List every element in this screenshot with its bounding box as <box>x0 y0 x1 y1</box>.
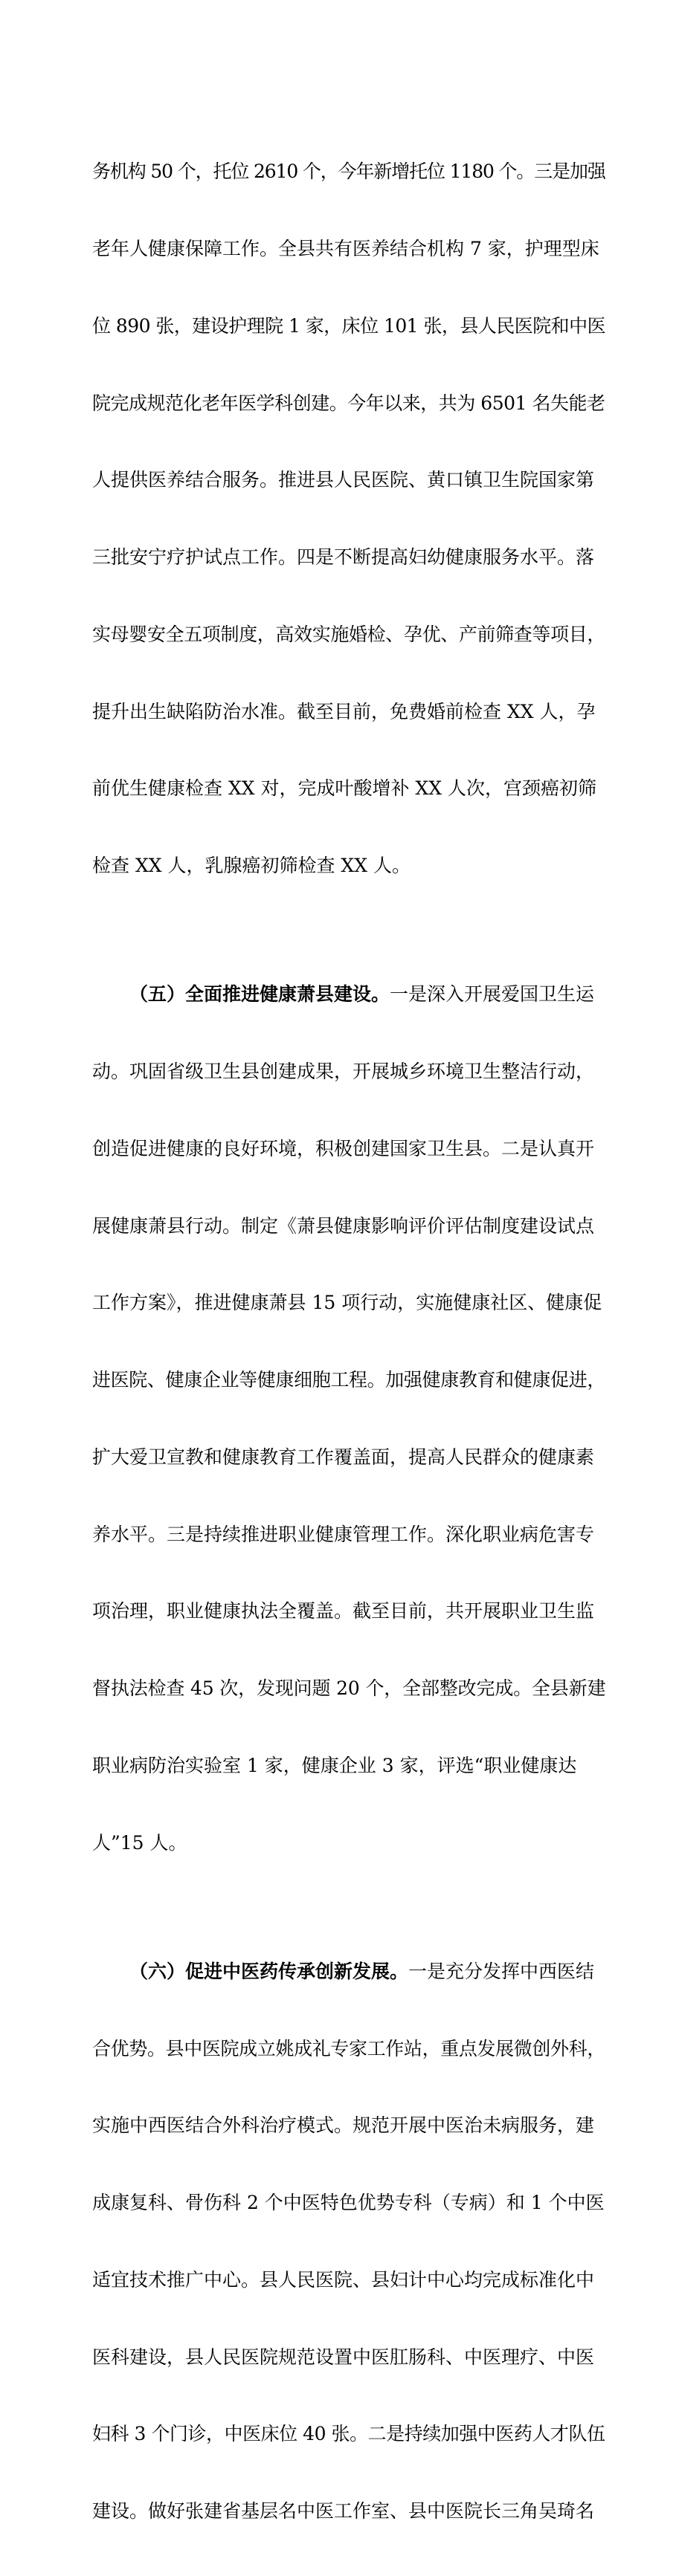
text-line: 动。巩固省级卫生县创建成果，开展城乡环境卫生整洁行动， <box>92 1060 595 1082</box>
text-line: 职业病防治实验室 1 家，健康企业 3 家，评选“职业健康达 <box>92 1755 577 1776</box>
text-line: 医科建设，县人民医院规范设置中医肛肠科、中医理疗、中医 <box>92 2346 595 2368</box>
text-line: 三批安宁疗护试点工作。四是不断提高妇幼健康服务水平。落 <box>92 546 595 569</box>
paragraph-healthy-county <box>92 931 605 1908</box>
text-line: 妇科 3 个门诊，中医床位 40 张。二是持续加强中医药人才队伍 <box>92 2423 605 2445</box>
first-line <box>92 1959 605 1985</box>
section-heading-five: （五）全面推进健康萧县建设。 <box>129 983 390 1006</box>
text-line: 进医院、健康企业等健康细胞工程。加强健康教育和健康促进， <box>92 1369 606 1391</box>
text-line: 实母婴安全五项制度，高效实施婚检、孕优、产前筛查等项目， <box>92 623 606 645</box>
text-line: 项治理，职业健康执法全覆盖。截至目前，共开展职业卫生监 <box>92 1600 595 1622</box>
text-line: 提升出生缺陷防治水准。截至目前，免费婚前检查 XX 人，孕 <box>92 700 596 722</box>
document-body <box>92 108 605 2576</box>
text-line: 前优生健康检查 XX 对，完成叶酸增补 XX 人次，宫颈癌初筛 <box>92 777 596 800</box>
text-line: 人提供医养结合服务。推进县人民医院、黄口镇卫生院国家第 <box>92 469 595 491</box>
text-line: 扩大爱卫宣教和健康教育工作覆盖面，提高人民群众的健康素 <box>92 1446 595 1468</box>
text-line: 工作方案》，推进健康萧县 15 项行动，实施健康社区、健康促 <box>92 1292 602 1314</box>
text-line: 人”15 人。 <box>92 1831 187 1854</box>
text-fragment: 一是充分发挥中西医结 <box>408 1960 595 1982</box>
text-line: 督执法检查 45 次，发现问题 20 个，全部整改完成。全县新建 <box>92 1677 606 1700</box>
first-line <box>92 982 605 1008</box>
text-line: 老年人健康保障工作。全县共有医养结合机构 7 家，护理型床 <box>92 237 599 259</box>
text-line: 检查 XX 人，乳腺癌初筛检查 XX 人。 <box>92 855 411 877</box>
text-line: 成康复科、骨伤科 2 个中医特色优势专科（专病）和 1 个中医 <box>92 2192 605 2214</box>
text-line: 建设。做好张建省基层名中医工作室、县中医院长三角吴琦名 <box>92 2500 595 2522</box>
text-line: 院完成规范化老年医学科创建。今年以来，共为 6501 名失能老 <box>92 392 605 414</box>
text-line: 位 890 张，建设护理院 1 家，床位 101 张，县人民医院和中医 <box>92 314 606 337</box>
text-line: 实施中西医结合外科治疗模式。规范开展中医治未病服务，建 <box>92 2114 595 2137</box>
text-fragment: 一是深入开展爱国卫生运 <box>390 983 595 1006</box>
paragraph-elderly-health <box>92 108 605 931</box>
text-line: 创造促进健康的良好环境，积极创建国家卫生县。二是认真开 <box>92 1137 595 1159</box>
text-line: 适宜技术推广中心。县人民医院、县妇计中心均完成标准化中 <box>92 2268 595 2291</box>
text-line: 展健康萧县行动。制定《萧县健康影响评价评估制度建设试点 <box>92 1214 595 1237</box>
paragraph-tcm-development <box>92 1908 605 2576</box>
text-line: 养水平。三是持续推进职业健康管理工作。深化职业病危害专 <box>92 1523 595 1545</box>
section-heading-six: （六）促进中医药传承创新发展。 <box>129 1960 409 1982</box>
text-line: 合优势。县中医院成立姚成礼专家工作站，重点发展微创外科， <box>92 2037 606 2059</box>
text-line: 务机构 50 个，托位 2610 个，今年新增托位 1180 个。三是加强 <box>92 161 605 183</box>
